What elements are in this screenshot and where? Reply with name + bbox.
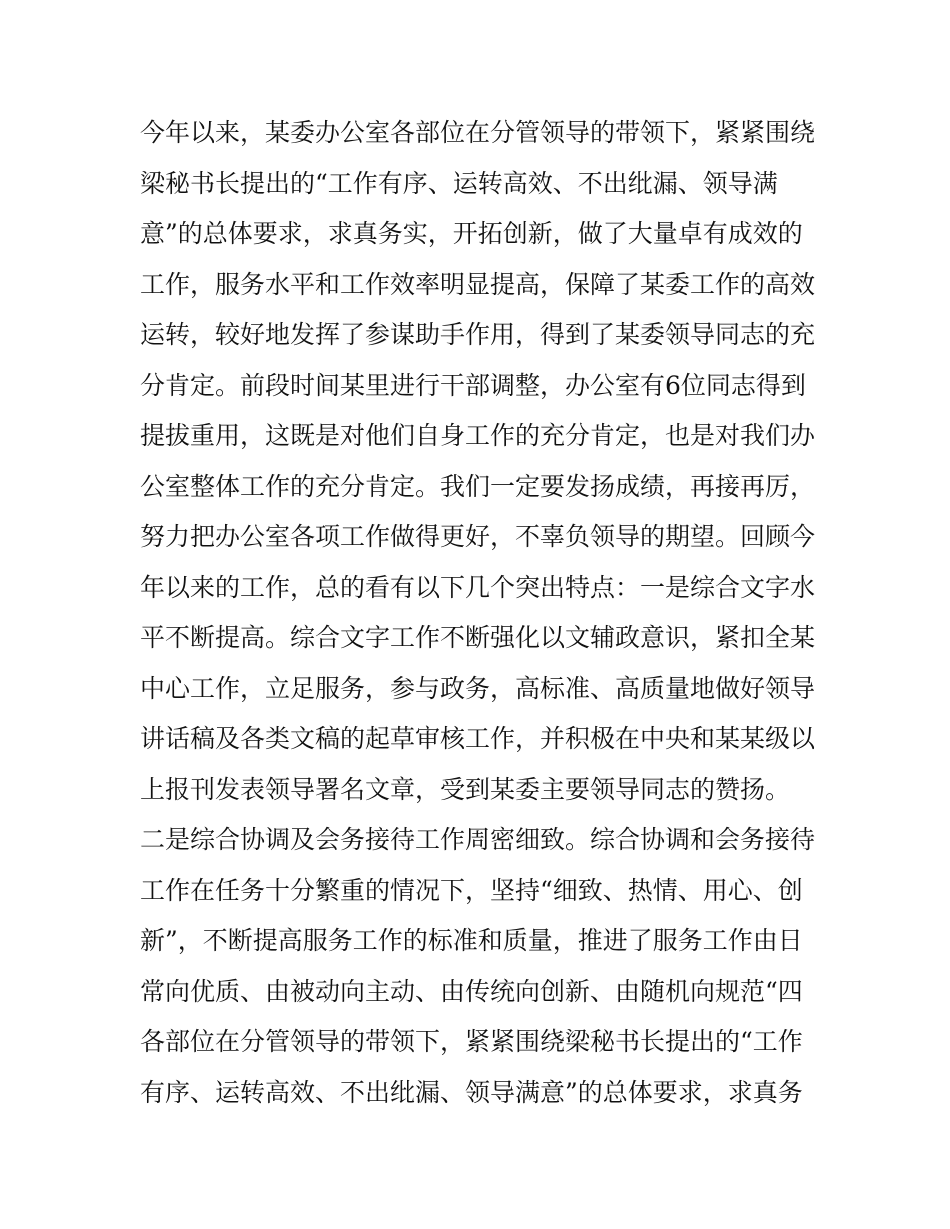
text-line: 工作在任务十分繁重的情况下，坚持“细致、热情、用心、创 (140, 875, 803, 905)
text-line: 今年以来，某委办公室各部位在分管领导的带领下，紧紧围绕 (140, 118, 816, 147)
body-text (140, 108, 820, 1118)
text-line: 各部位在分管领导的带领下，紧紧围绕梁秘书长提出的“工作 (140, 1027, 803, 1056)
text-line: 有序、运转高效、不出纰漏、领导满意”的总体要求，求真务 (140, 1077, 803, 1107)
text-line: 中心工作，立足服务，参与政务，高标准、高质量地做好领导 (140, 673, 816, 703)
text-line: 常向优质、由被动向主动、由传统向创新、由随机向规范“四 (140, 976, 803, 1006)
text-line: 平不断提高。综合文字工作不断强化以文辅政意识，紧扣全某 (140, 623, 816, 652)
text-line: 提拔重用，这既是对他们自身工作的充分肯定，也是对我们办 (140, 421, 816, 450)
text-line: 运转，较好地发挥了参谋助手作用，得到了某委领导同志的充 (140, 320, 816, 349)
text-line: 工作，服务水平和工作效率明显提高，保障了某委工作的高效 (140, 269, 816, 299)
text-line: 意”的总体要求，求真务实，开拓创新，做了大量卓有成效的 (140, 219, 803, 248)
text-line: 公室整体工作的充分肯定。我们一定要发扬成绩，再接再厉， (140, 471, 816, 501)
text-line: 上报刊发表领导署名文章，受到某委主要领导同志的赞扬。 (140, 774, 791, 804)
text-line: 二是综合协调及会务接待工作周密细致。综合协调和会务接待 (140, 825, 816, 854)
text-line: 新”，不断提高服务工作的标准和质量，推进了服务工作由日 (140, 926, 803, 955)
text-line: 梁秘书长提出的“工作有序、运转高效、不出纰漏、领导满 (140, 168, 778, 198)
text-line: 年以来的工作，总的看有以下几个突出特点：一是综合文字水 (140, 572, 816, 602)
text-line: 分肯定。前段时间某里进行干部调整，办公室有6位同志得到 (140, 370, 806, 400)
text-line: 讲话稿及各类文稿的起草审核工作，并积极在中央和某某级以 (140, 724, 816, 753)
text-line: 努力把办公室各项工作做得更好，不辜负领导的期望。回顾今 (140, 522, 816, 551)
